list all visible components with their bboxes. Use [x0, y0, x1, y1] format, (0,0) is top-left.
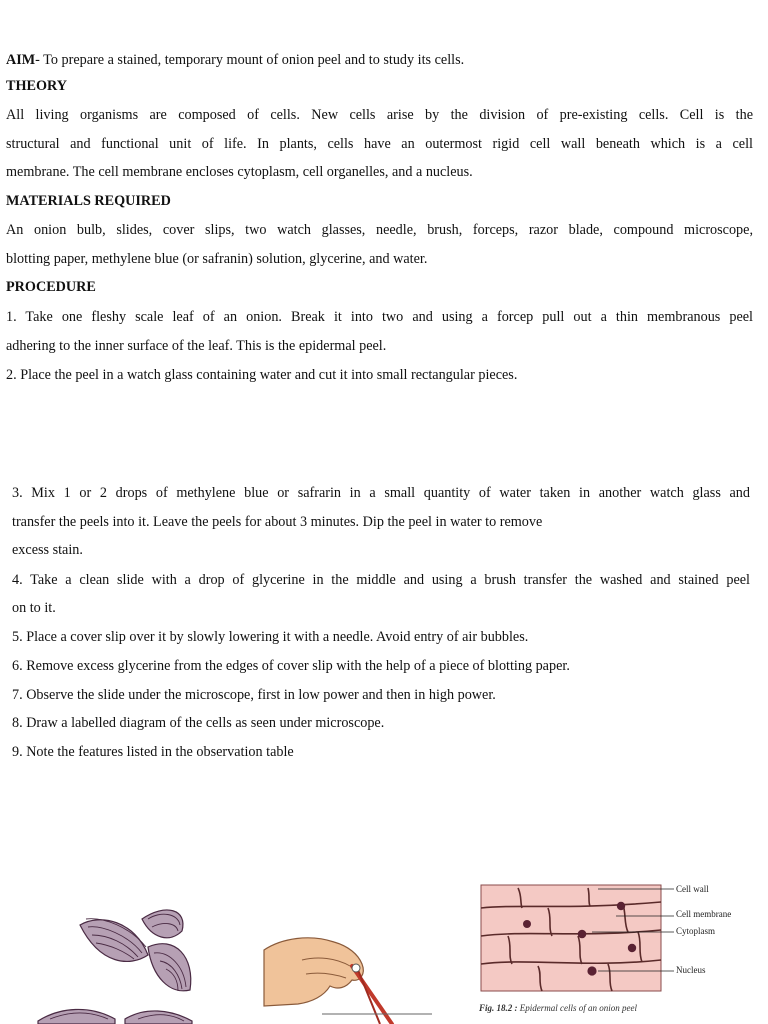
onion-cells-diagram: [478, 878, 768, 998]
figure-caption: [479, 1003, 637, 1013]
procedure-step9: 9. Note the features listed in the observation table: [12, 744, 294, 760]
label-nucleus: Nucleus: [676, 965, 706, 975]
procedure-step3-line-3: excess stain.: [12, 542, 83, 558]
theory-line-1: All living organisms are composed of cells. New cells arise by the division of pre-existing cells. Cell is the: [6, 107, 753, 123]
onion-pieces-illustration: [30, 895, 210, 1024]
theory-heading: THEORY: [6, 78, 67, 94]
procedure-heading: PROCEDURE: [6, 279, 96, 295]
theory-line-2: structural and functional unit of life. In plants, cells have an outermost rigid cell wall beneath which is a cell: [6, 136, 753, 152]
aim-text: - To prepare a stained, temporary mount of onion peel and to study its cells.: [35, 52, 465, 68]
procedure-line-1: 1. Take one fleshy scale leaf of an onion. Break it into two and using a forcep pull out a thin membranous peel: [6, 309, 753, 325]
procedure-step4-line-2: on to it.: [12, 600, 56, 616]
procedure-step6: 6. Remove excess glycerine from the edges of cover slip with the help of a piece of blotting paper.: [12, 658, 570, 674]
procedure-step4-line-1: 4. Take a clean slide with a drop of glycerine in the middle and using a brush transfer the washed and stained peel: [12, 572, 750, 588]
figure-caption-number: Fig. 18.2 :: [479, 1003, 518, 1013]
aim-line: [6, 51, 464, 69]
procedure-step8: 8. Draw a labelled diagram of the cells as seen under microscope.: [12, 715, 385, 731]
theory-line-3: membrane. The cell membrane encloses cytoplasm, cell organelles, and a nucleus.: [6, 164, 473, 180]
aim-label: AIM: [6, 52, 36, 68]
figure-caption-text: Epidermal cells of an onion peel: [517, 1003, 637, 1013]
procedure-step5: 5. Place a cover slip over it by slowly lowering it with a needle. Avoid entry of air bubbles.: [12, 629, 529, 645]
procedure-step3-line-1: 3. Mix 1 or 2 drops of methylene blue or safrarin in a small quantity of water taken in another watch glass and: [12, 485, 750, 501]
procedure-line-2: adhering to the inner surface of the leaf. This is the epidermal peel.: [6, 338, 387, 354]
procedure-line-3: 2. Place the peel in a watch glass containing water and cut it into small rectangular pieces.: [6, 367, 518, 383]
procedure-step7: 7. Observe the slide under the microscope, first in low power and then in high power.: [12, 687, 496, 703]
hand-forceps-illustration: [262, 930, 442, 1024]
materials-line-2: blotting paper, methylene blue (or safranin) solution, glycerine, and water.: [6, 251, 428, 267]
materials-line-1: An onion bulb, slides, cover slips, two watch glasses, needle, brush, forceps, razor blade, compound microscope,: [6, 222, 753, 238]
label-cell-wall: Cell wall: [676, 884, 709, 894]
label-cytoplasm: Cytoplasm: [676, 926, 716, 936]
procedure-step3-line-2: transfer the peels into it. Leave the peels for about 3 minutes. Dip the peel in water to remove: [12, 514, 543, 530]
label-cell-membrane: Cell membrane: [676, 909, 732, 919]
materials-heading: MATERIALS REQUIRED: [6, 193, 171, 209]
